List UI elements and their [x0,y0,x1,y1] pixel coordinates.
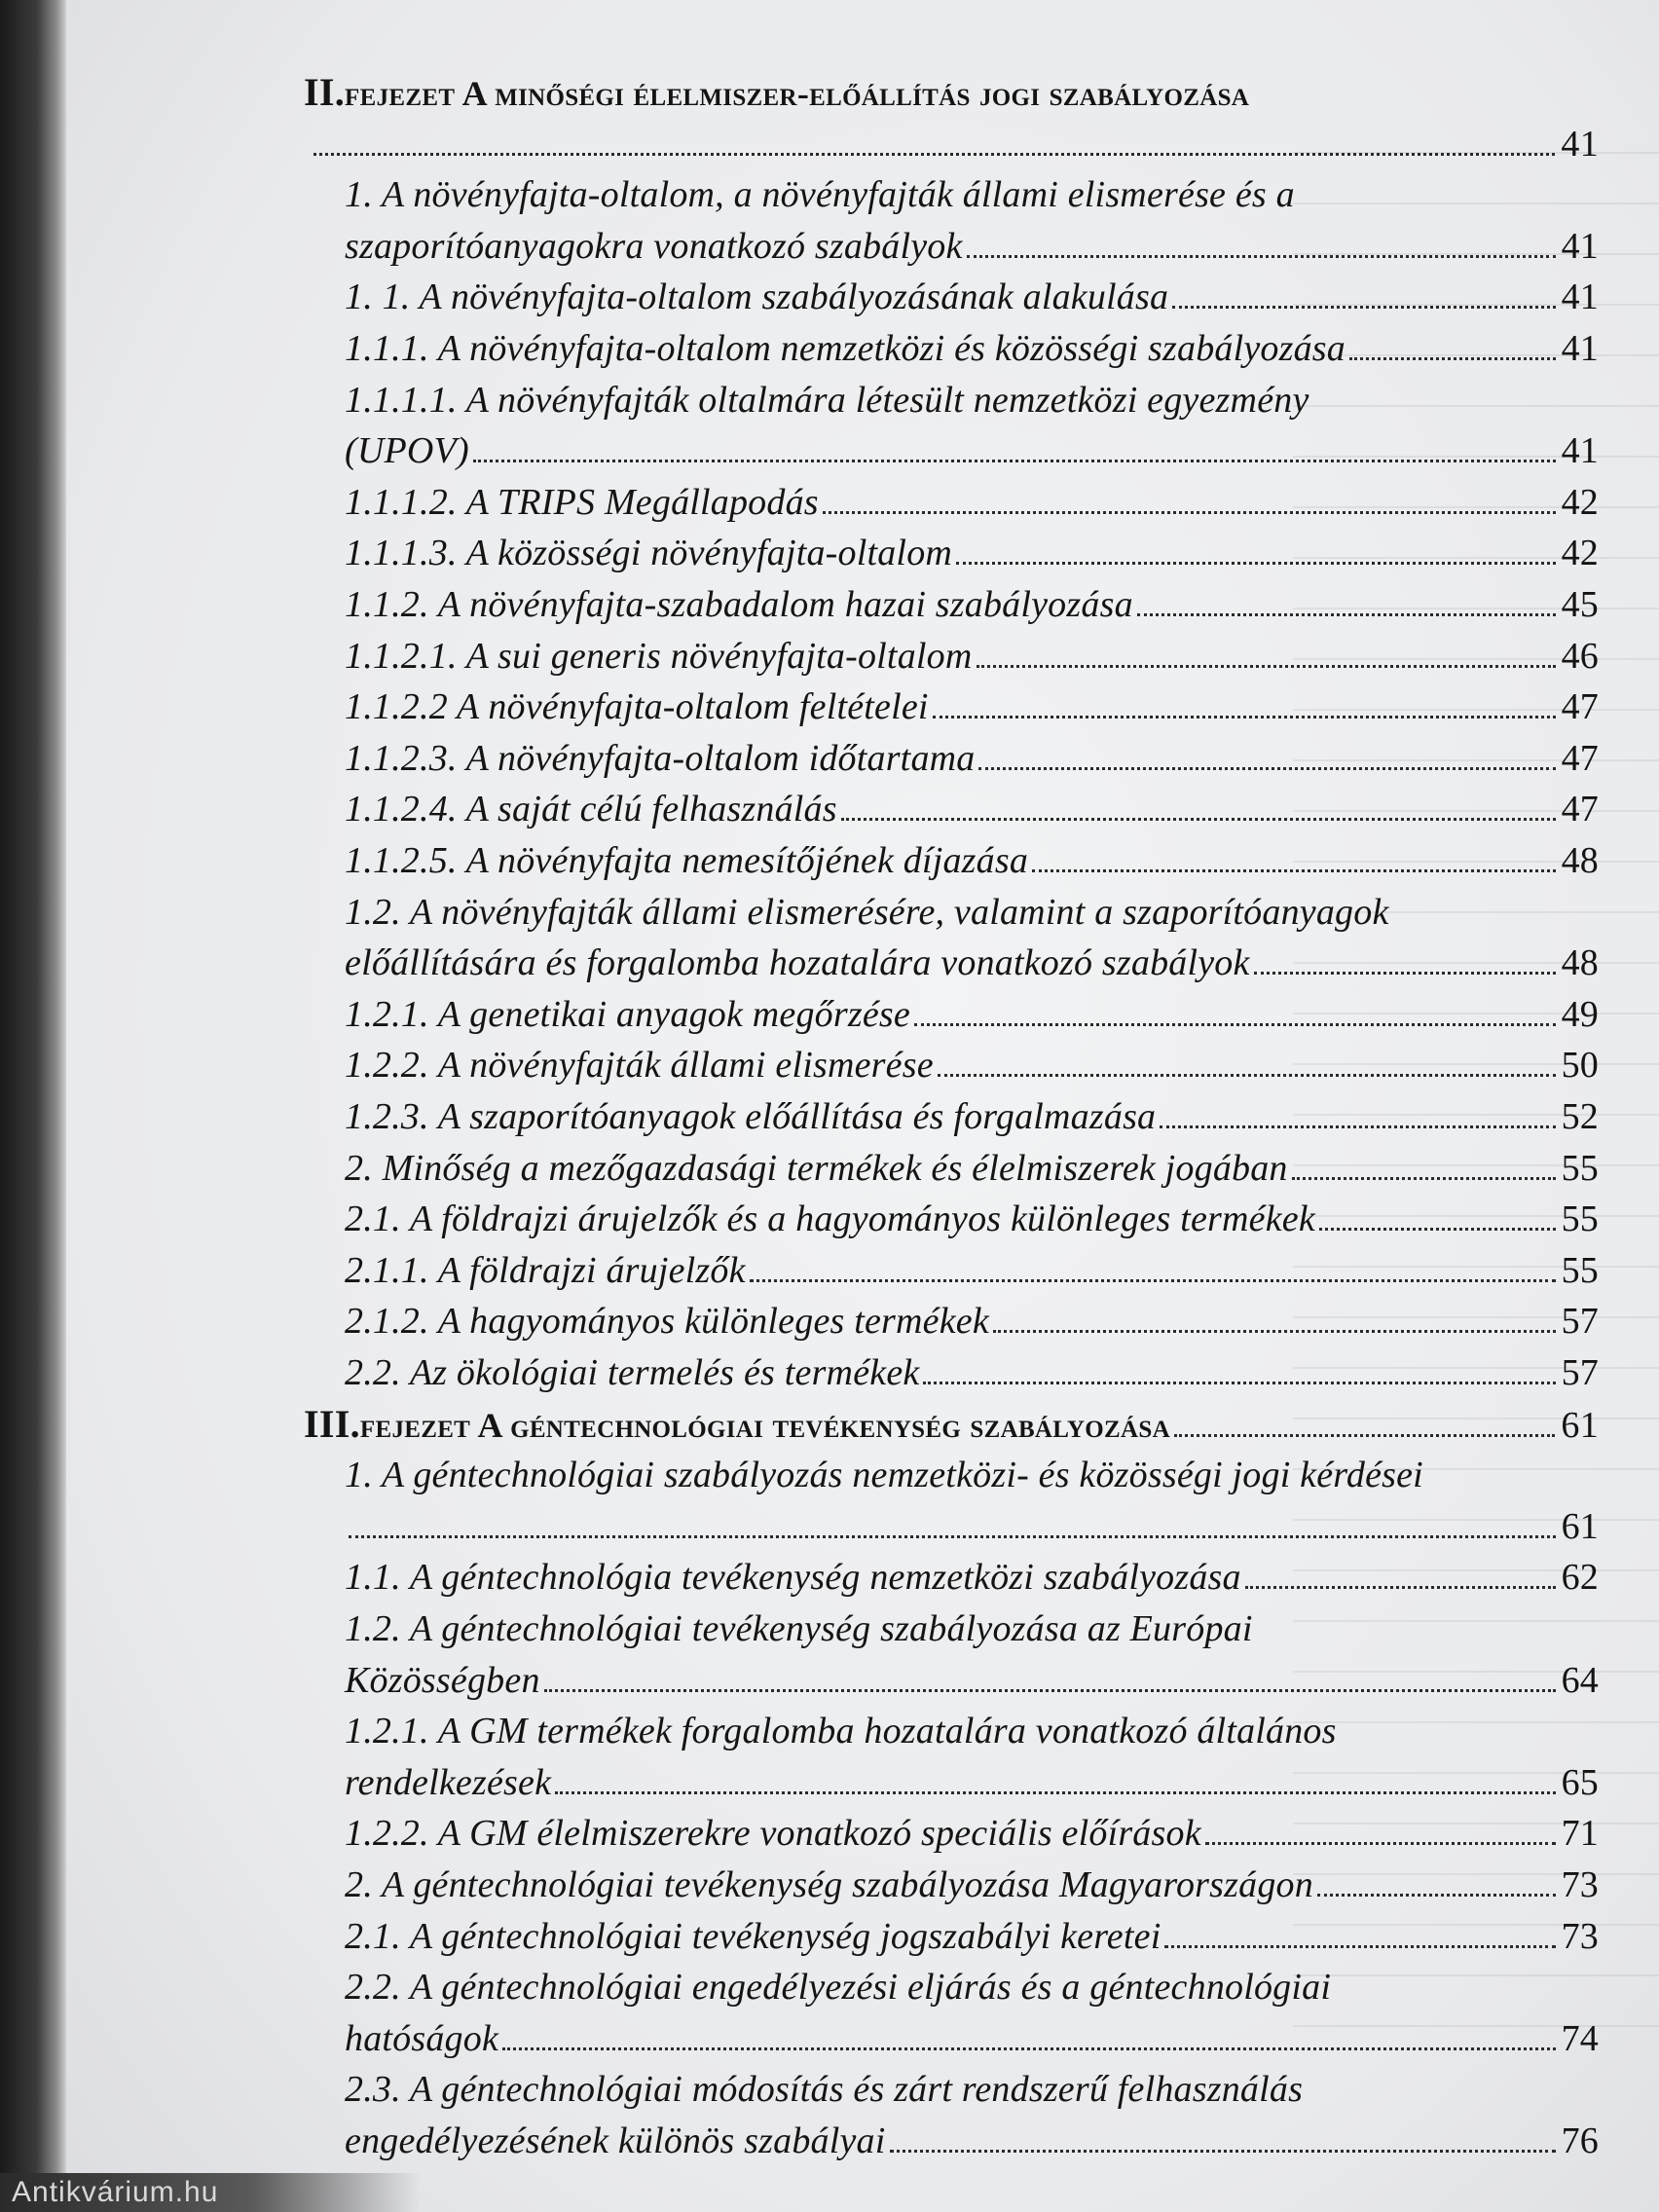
toc-entry-line [345,1451,1599,1499]
page-number: 55 [1561,1249,1599,1291]
toc-entry [345,2014,1599,2063]
entry-text: 2.2. Az ökológiai termelés és termékek [345,1352,920,1393]
entry-text: 1.1.2.1. A sui generis növényfajta-oltalom [345,635,973,677]
page-number: 57 [1561,1352,1599,1393]
page-number: 73 [1561,1915,1599,1957]
entry-text: 1. 1. A növényfajta-oltalom szabályozásának alakulása [345,276,1169,318]
page-number: 41 [1561,430,1599,472]
toc-entry [345,222,1599,271]
toc-entry [345,990,1599,1039]
entry-text: Közösségben [345,1659,540,1701]
toc-entry [345,836,1599,885]
toc-entry [345,1195,1599,1243]
entry-text: 1.1. A géntechnológia tevékenység nemzetközi szabályozása [345,1557,1241,1599]
dot-leader [933,716,1556,719]
entry-text: 2.3. A géntechnológiai módosítás és zárt rendszerű felhasználás [345,2069,1304,2111]
toc-entry [345,324,1599,373]
entry-text: 2. Minőség a mezőgazdasági termékek és élelmiszerek jogában [345,1147,1288,1189]
entry-text: 1. A géntechnológiai szabályozás nemzetközi- és közösségi jogi kérdései [345,1455,1423,1496]
toc-entry [345,426,1599,475]
toc-entry-line [345,1963,1599,2011]
toc-entry [345,478,1599,527]
dot-leader [890,2150,1556,2153]
entry-text: 1.2.2. A növényfajták állami elismerése [345,1045,934,1087]
dot-leader [555,1791,1555,1794]
toc-entry [345,1861,1599,1909]
entry-text: előállítására és forgalomba hozatalára vonatkozó szabályok [345,942,1250,984]
page-number: 65 [1561,1761,1599,1803]
dot-leader [1137,613,1556,616]
toc-entry [345,1092,1599,1141]
entry-text: 1.2. A géntechnológiai tevékenység szabályozása az Európai [345,1608,1253,1649]
entry-text: 1.2. A növényfajták állami elismerésére, valamint a szaporítóanyagok [345,891,1389,933]
dot-leader [1172,306,1555,309]
dot-leader [956,562,1556,565]
dot-leader [1160,1125,1555,1128]
chapter-heading [304,1400,1599,1449]
page-number: 61 [1561,1404,1599,1446]
page-number: 41 [1561,276,1599,318]
dot-leader [1205,1842,1556,1845]
page-number: 41 [1561,225,1599,267]
toc-entry [345,1297,1599,1346]
chapter-number: II. [304,70,346,114]
page-number: 47 [1561,686,1599,728]
toc-entry [345,1912,1599,1961]
dot-leader [993,1330,1556,1333]
page-number: 61 [1561,1505,1599,1547]
entry-text: 2.1.2. A hagyományos különleges termékek [345,1301,989,1343]
dot-leader [841,818,1556,821]
toc-entry-line [345,1707,1599,1755]
page-number: 55 [1561,1147,1599,1189]
entry-text: 1.2.2. A GM élelmiszerekre vonatkozó speciális előírások [345,1813,1201,1855]
toc-entry [345,785,1599,833]
entry-text: 1.1.1.3. A közösségi növényfajta-oltalom [345,533,953,574]
toc-entry [345,1144,1599,1193]
chapter-title: fejezet A minőségi élelmiszer-előállítás jogi szabályozása [345,74,1250,113]
toc-entry [345,734,1599,783]
page-number: 52 [1561,1096,1599,1137]
page-number: 41 [1561,328,1599,369]
page-number: 47 [1561,737,1599,779]
entry-text: 2.2. A géntechnológiai engedélyezési eljárás és a géntechnológiai [345,1967,1332,2009]
entry-text: engedélyezésének különös szabályai [345,2120,886,2161]
dot-leader [1317,1894,1556,1897]
page-number: 42 [1561,481,1599,523]
toc-entry [345,1502,1599,1551]
entry-text: 1.1.1.2. A TRIPS Megállapodás [345,481,819,523]
page-number: 55 [1561,1198,1599,1240]
page-number: 42 [1561,533,1599,574]
chapter-number: III. [304,1401,360,1446]
entry-text: 2. A géntechnológiai tevékenység szabályozása Magyarországon [345,1864,1313,1905]
entry-text: 1.1.2. A növényfajta-szabadalom hazai szabályozása [345,584,1133,625]
dot-leader [313,153,1555,156]
toc-entry-line [345,888,1599,937]
page-number: 74 [1561,2017,1599,2059]
entry-text: 1.1.1. A növényfajta-oltalom nemzetközi és közösségi szabályozása [345,328,1346,369]
dot-leader [349,1535,1556,1538]
toc-entry-line [345,376,1599,424]
chapter-heading-leader [310,120,1599,168]
dot-leader [914,1023,1556,1026]
entry-text: 1.2.1. A genetikai anyagok megőrzése [345,993,910,1035]
page-number: 41 [1561,123,1599,165]
toc-entry [345,1809,1599,1858]
entry-text: 1.1.2.5. A növényfajta nemesítőjének díjazása [345,840,1029,881]
entry-text: 2.1. A géntechnológiai tevékenység jogszabályi keretei [345,1915,1161,1957]
dot-leader [1254,972,1556,975]
page-number: 64 [1561,1659,1599,1701]
dot-leader [923,1382,1555,1384]
toc-entry [345,580,1599,629]
toc-entry [345,273,1599,321]
toc-entry [345,1758,1599,1807]
page-number: 57 [1561,1301,1599,1343]
page-number: 49 [1561,993,1599,1035]
entry-text: rendelkezések [345,1761,552,1803]
toc-entry [345,632,1599,681]
toc-entry [345,1553,1599,1602]
page-number: 73 [1561,1864,1599,1905]
toc-entry-line [345,2065,1599,2114]
toc-entry [345,2117,1599,2165]
entry-text: 1.2.1. A GM termékek forgalomba hozatalára vonatkozó általános [345,1711,1337,1752]
dot-leader [1164,1945,1555,1948]
page-number: 71 [1561,1813,1599,1855]
entry-text: 2.1. A földrajzi árujelzők és a hagyományos különleges termékek [345,1198,1315,1240]
page-number: 48 [1561,942,1599,984]
dot-leader [1319,1228,1556,1231]
chapter-heading [304,68,1599,117]
toc-entry [345,1348,1599,1397]
chapter-title: fejezet A géntechnológiai tevékenység szabályozása [359,1405,1170,1445]
page-number: 62 [1561,1557,1599,1599]
dot-leader [750,1279,1556,1282]
dot-leader [502,2047,1556,2050]
toc-entry [345,529,1599,577]
dot-leader [1292,1177,1556,1180]
watermark: Antikvárium.hu [0,2173,421,2212]
page-number: 48 [1561,840,1599,881]
toc-entry [345,1656,1599,1705]
entry-text: 1.1.2.3. A növényfajta-oltalom időtartama [345,737,976,779]
toc-entry [345,939,1599,987]
entry-text: 1.1.2.2 A növényfajta-oltalom feltételei [345,686,929,728]
entry-text: 1. A növényfajta-oltalom, a növényfajták állami elismerése és a [345,174,1295,216]
dot-leader [1032,869,1556,872]
dot-leader [823,511,1556,514]
entry-text: 1.2.3. A szaporítóanyagok előállítása és forgalmazása [345,1096,1157,1137]
toc-entry [345,1041,1599,1089]
page-number: 47 [1561,789,1599,830]
page-number: 76 [1561,2120,1599,2161]
page-number: 46 [1561,635,1599,677]
page-number: 50 [1561,1045,1599,1087]
toc-entry-line [345,170,1599,219]
toc-entry [345,1246,1599,1295]
entry-text: hatóságok [345,2017,499,2059]
dot-leader [978,767,1555,770]
toc-entry [345,682,1599,731]
dot-leader [977,665,1556,668]
dot-leader [544,1689,1556,1692]
entry-text: 1.1.1.1. A növényfajták oltalmára létesült nemzetközi egyezmény [345,379,1309,421]
entry-text: 1.1.2.4. A saját célú felhasználás [345,789,837,830]
entry-text: 2.1.1. A földrajzi árujelzők [345,1249,746,1291]
dot-leader [967,255,1556,258]
dot-leader [1245,1586,1556,1589]
dot-leader [938,1074,1556,1077]
page-number: 45 [1561,584,1599,625]
dot-leader [1174,1434,1555,1437]
dot-leader [473,460,1556,462]
entry-text: (UPOV) [345,430,469,472]
toc-entry-line [345,1604,1599,1653]
dot-leader [1349,357,1556,360]
entry-text: szaporítóanyagokra vonatkozó szabályok [345,225,963,267]
